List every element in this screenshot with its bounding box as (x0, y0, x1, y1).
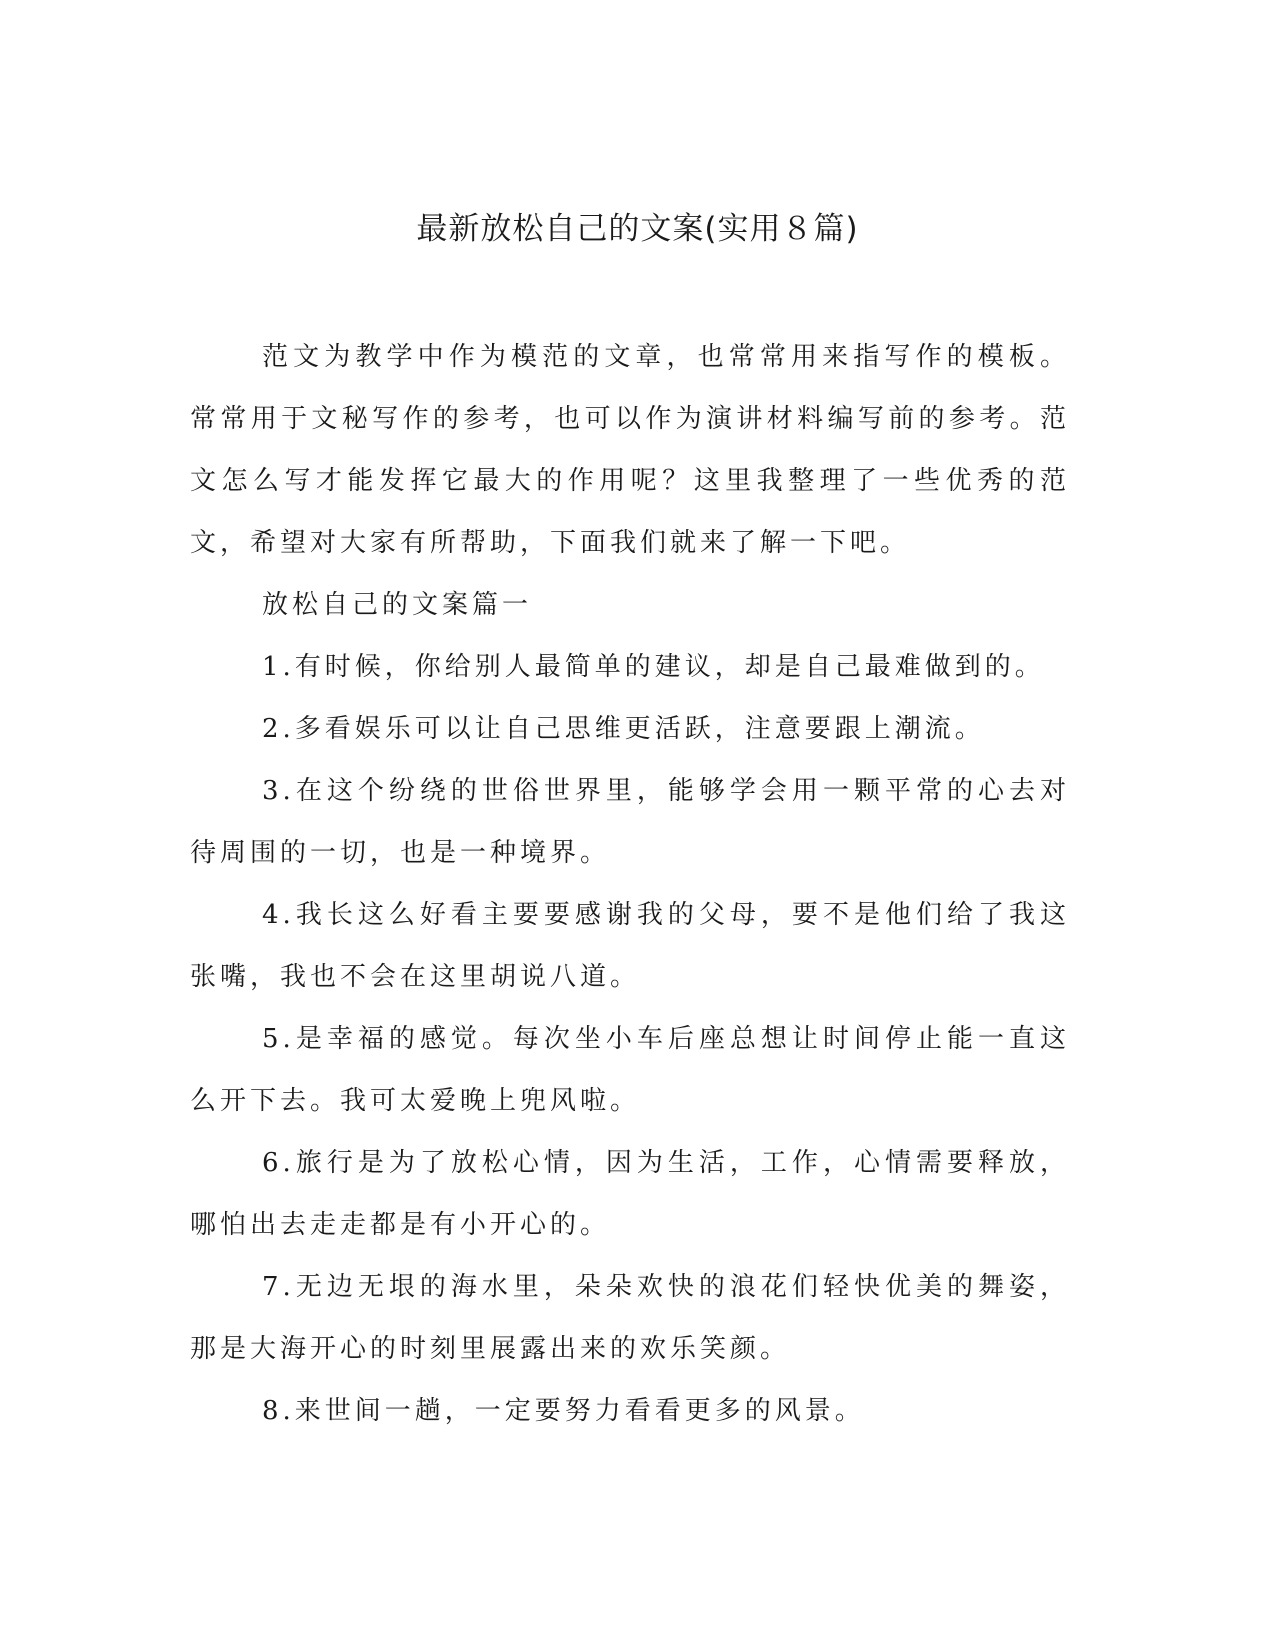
list-item: 8.来世间一趟，一定要努力看看更多的风景。 (262, 1396, 865, 1426)
section-heading: 放松自己的文案篇一 (262, 590, 533, 620)
list-item: 3.在这个纷绕的世俗世界里，能够学会用一颗平常的心去对待周围的一切，也是一种境界。 (190, 776, 1070, 868)
list-item: 5.是幸福的感觉。每次坐小车后座总想让时间停止能一直这么开下去。我可太爱晚上兜风啦。 (190, 1024, 1070, 1116)
document-title: 最新放松自己的文案(实用８篇) (416, 211, 859, 247)
intro-paragraph: 范文为教学中作为模范的文章，也常常用来指写作的模板。常常用于文秘写作的参考，也可以作为演讲材料编写前的参考。范文怎么写才能发挥它最大的作用呢？这里我整理了一些优秀的范文，希望对大家有所帮助，下面我们就来了解一下吧。 (190, 342, 1070, 558)
list-item: 6.旅行是为了放松心情，因为生活，工作，心情需要释放，哪怕出去走走都是有小开心的。 (190, 1148, 1070, 1240)
document-body (190, 326, 1070, 1442)
list-item: 4.我长这么好看主要要感谢我的父母，要不是他们给了我这张嘴，我也不会在这里胡说八道。 (190, 900, 1070, 992)
list-item: 2.多看娱乐可以让自己思维更活跃，注意要跟上潮流。 (262, 714, 985, 744)
list-item: 7.无边无垠的海水里，朵朵欢快的浪花们轻快优美的舞姿，那是大海开心的时刻里展露出来的欢乐笑颜。 (190, 1272, 1070, 1364)
list-item: 1.有时候，你给别人最简单的建议，却是自己最难做到的。 (262, 652, 1045, 682)
